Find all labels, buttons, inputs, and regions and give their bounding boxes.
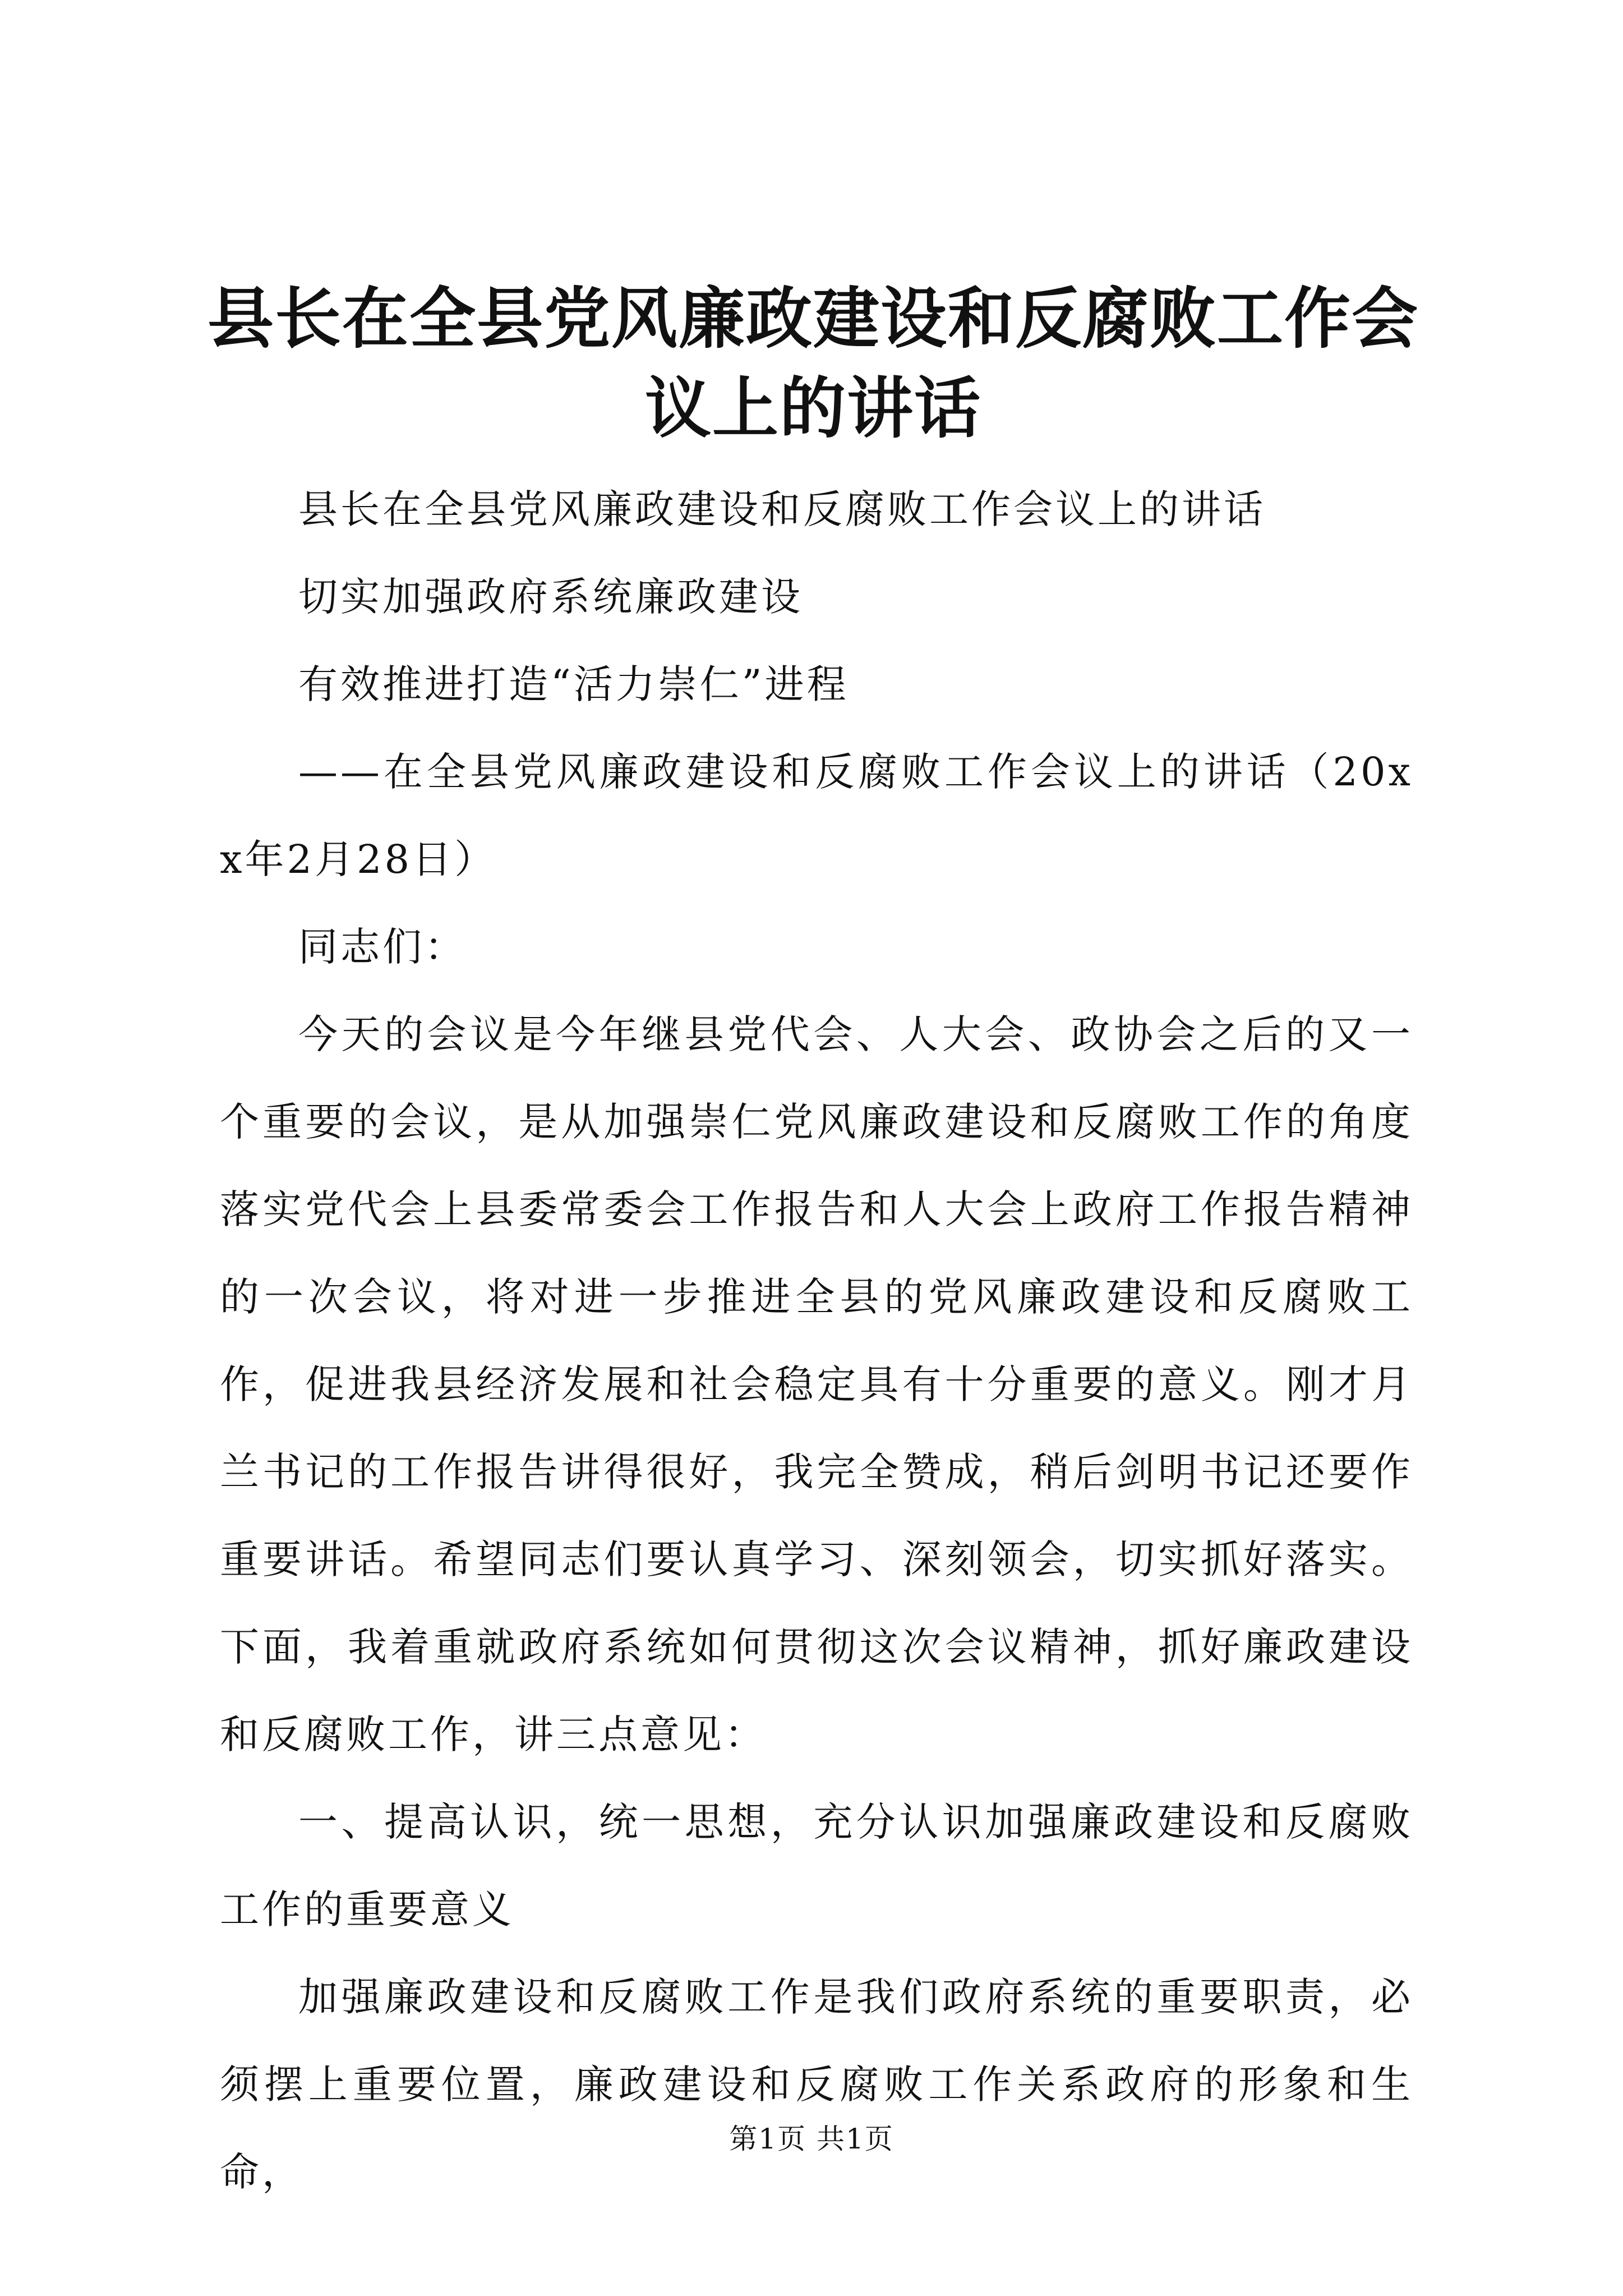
paragraph-subtitle-1: 切实加强政府系统廉政建设 [298, 574, 803, 620]
paragraph-intro: 今天的会议是今年继县党代会、人大会、政协会之后的又一个重要的会议，是从加强崇仁党风廉政建设和反腐败工作的角度落实党代会上县委常委会工作报告和人大会上政府工作报告精神的一次会议，将对进一步推进全县的党风廉政建设和反腐败工作，促进我县经济发展和社会稳定具有十分重要的意义。刚才月兰书记的工作报告讲得很好，我完全赞成，稍后剑明书记还要作重要讲话。希望同志们要认真学习、深刻领会，切实抓好落实。下面，我着重就政府系统如何贯彻这次会议精神，抓好廉政建设和反腐败工作，讲三点意见： [220, 1011, 1413, 1757]
paragraph-heading-repeat: 县长在全县党风廉政建设和反腐败工作会议上的讲话 [298, 486, 1266, 532]
paragraph-section-heading-1: 一、提高认识，统一思想，充分认识加强廉政建设和反腐败工作的重要意义 [220, 1799, 1413, 1932]
paragraph-occasion: ——在全县党风廉政建设和反腐败工作会议上的讲话（20xx年2月28日） [220, 749, 1413, 882]
page-footer: 第1页 共1页 [729, 2123, 894, 2155]
document-title: 县长在全县党风廉政建设和反腐败工作会议上的讲话 [207, 279, 1419, 447]
paragraph-section-body-1: 加强廉政建设和反腐败工作是我们政府系统的重要职责，必须摆上重要位置，廉政建设和反腐败工作关系政府的形象和生命， [220, 1974, 1413, 2195]
paragraph-salutation: 同志们： [298, 924, 467, 970]
paragraph-subtitle-2: 有效推进打造“活力崇仁”进程 [298, 661, 849, 707]
document-body [220, 466, 1413, 2216]
